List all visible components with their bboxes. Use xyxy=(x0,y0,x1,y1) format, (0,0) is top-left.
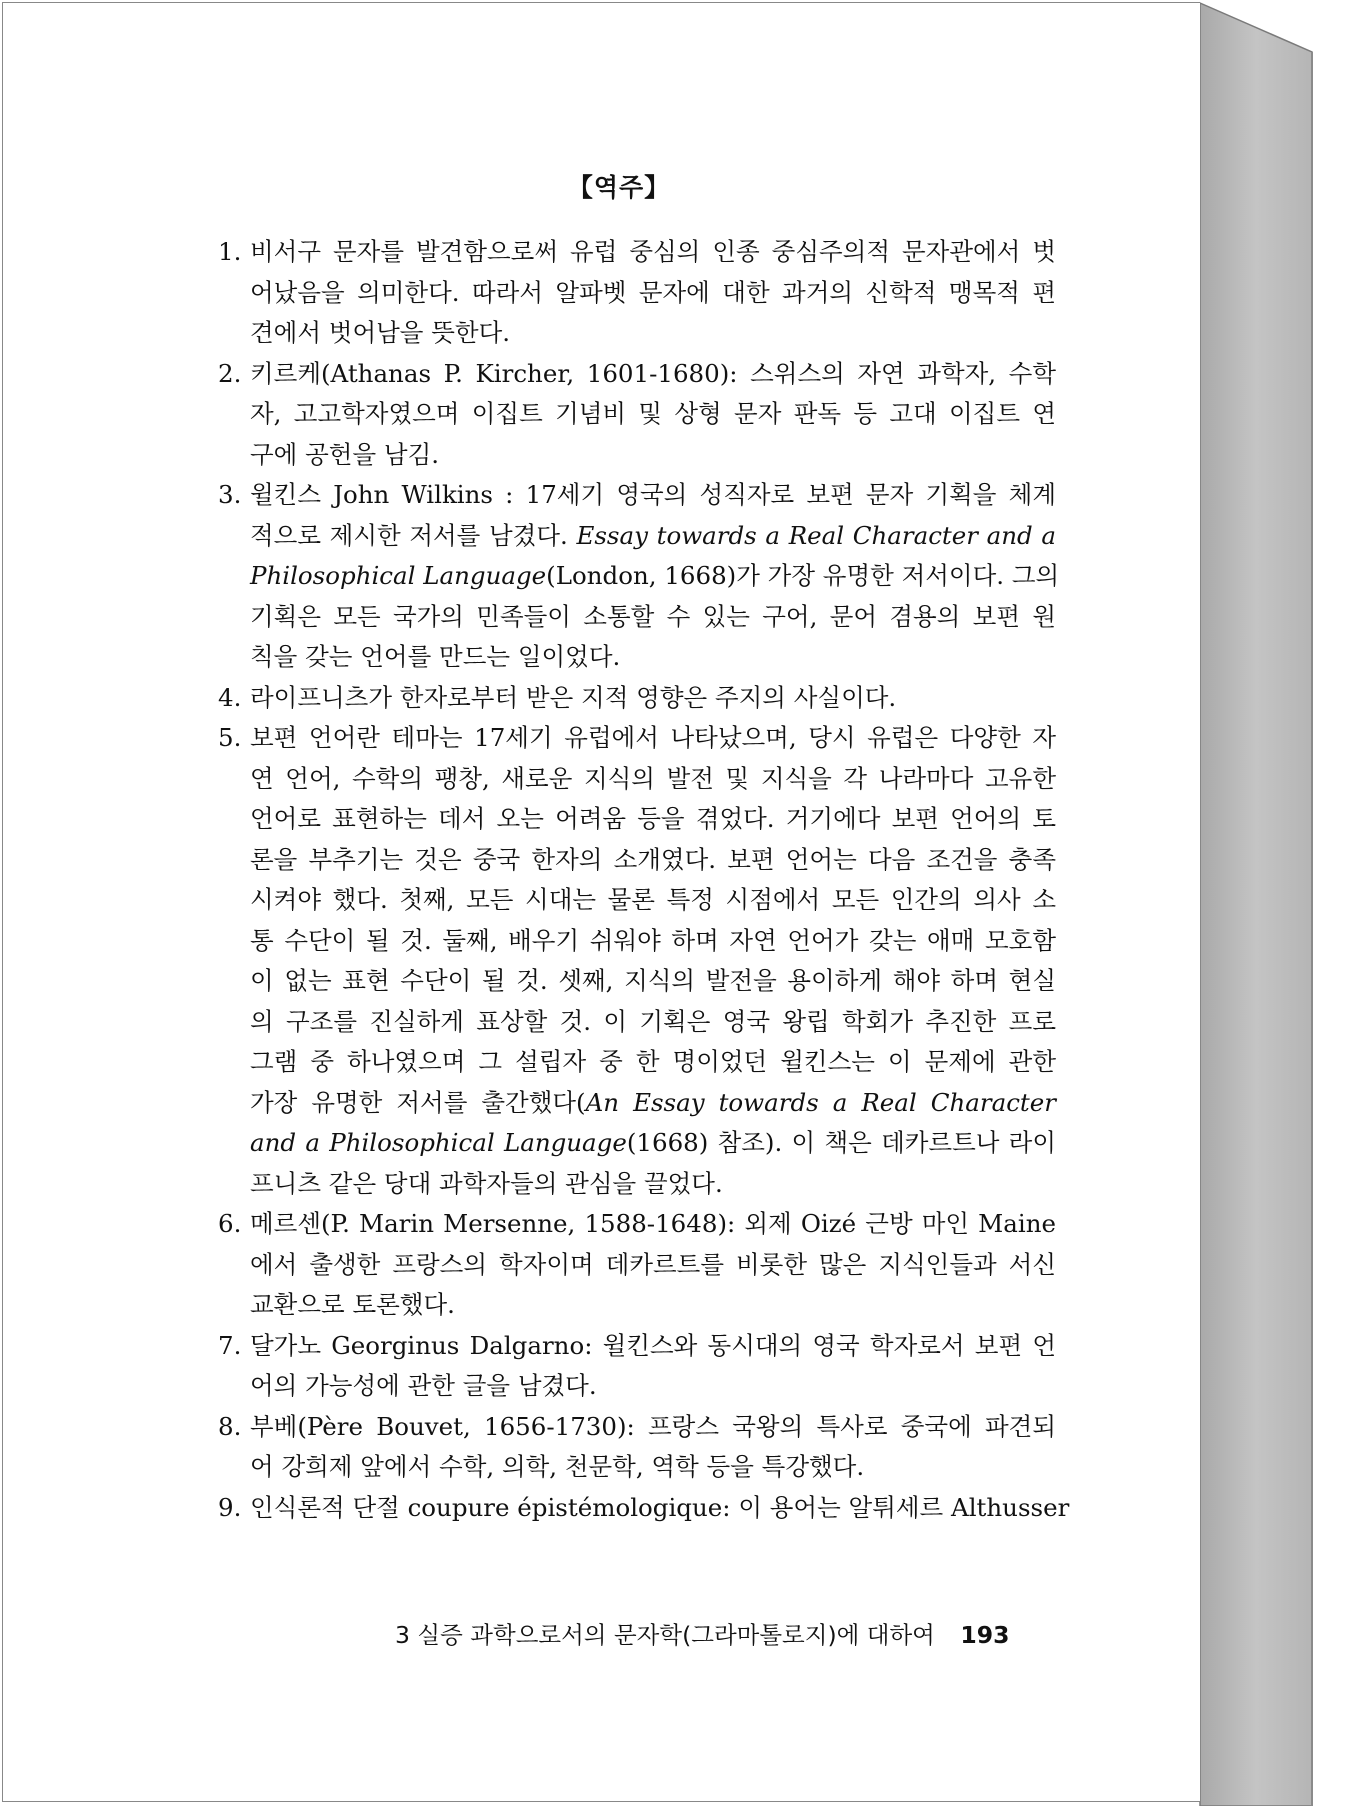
note-item xyxy=(218,1204,1056,1326)
note-line: 자, 고고학자였으며 이집트 기념비 및 상형 문자 판독 등 고대 이집트 연 xyxy=(250,399,1056,428)
note-line: 메르센(P. Marin Mersenne, 1588-1648): 외제 Oizé 근방 마인 Maine xyxy=(250,1209,1056,1238)
translator-notes-list xyxy=(218,232,1070,1528)
note-number: 5. xyxy=(218,723,242,752)
book-title-italic: An Essay towards a Real Character xyxy=(585,1087,1056,1117)
note-number: 4. xyxy=(218,682,242,712)
book-title-italic: Essay towards a Real Character and a xyxy=(576,520,1056,550)
note-line: 프니츠 같은 당대 과학자들의 관심을 끌었다. xyxy=(250,1168,723,1198)
note-line: 라이프니츠가 한자로부터 받은 지적 영향은 주지의 사실이다. xyxy=(250,682,897,712)
note-line: 구에 공헌을 남김. xyxy=(250,439,440,469)
note-line: 기획은 모든 국가의 민족들이 소통할 수 있는 구어, 문어 겸용의 보편 원 xyxy=(250,601,1056,631)
note-line: 보편 언어란 테마는 17세기 유럽에서 나타났으며, 당시 유럽은 다양한 자 xyxy=(250,723,1056,752)
note-line: 부베(Père Bouvet, 1656-1730): 프랑스 국왕의 특사로 중국에 파견되 xyxy=(250,1411,1056,1441)
note-item xyxy=(218,1488,1070,1529)
note-line: 연 언어, 수학의 팽창, 새로운 지식의 발전 및 지식을 각 나라마다 고유한 xyxy=(250,763,1056,793)
note-line: 통 수단이 될 것. 둘째, 배우기 쉬워야 하며 자연 언어가 갖는 애매 모호함 xyxy=(250,925,1056,955)
page-number: 193 xyxy=(960,1621,1010,1649)
note-number: 1. xyxy=(218,237,242,266)
page-footer xyxy=(395,1616,1009,1650)
note-line: 교환으로 토론했다. xyxy=(250,1290,455,1319)
note-item xyxy=(218,1407,1056,1488)
note-line: 달가노 Georginus Dalgarno: 윌킨스와 동시대의 영국 학자로서 보편 언 xyxy=(250,1330,1056,1360)
note-line: 에서 출생한 프랑스의 학자이며 데카르트를 비롯한 많은 지식인들과 서신 xyxy=(250,1249,1056,1279)
note-line: 인식론적 단절 coupure épistémologique: 이 용어는 알튀세르 Althusser xyxy=(250,1492,1070,1522)
note-line: 키르케(Athanas P. Kircher, 1601-1680): 스위스의 자연 과학자, 수학 xyxy=(250,358,1056,388)
note-item xyxy=(218,232,1056,354)
note-line: 견에서 벗어남을 뜻한다. xyxy=(250,318,511,347)
note-line: 어 강희제 앞에서 수학, 의학, 천문학, 역학 등을 특강했다. xyxy=(250,1452,865,1481)
note-number: 7. xyxy=(218,1330,242,1360)
note-item xyxy=(218,475,1060,678)
note-number: 6. xyxy=(218,1209,242,1238)
note-line: 어의 가능성에 관한 글을 남겼다. xyxy=(250,1371,597,1400)
note-line: 의 구조를 진실하게 표상할 것. 이 기획은 영국 왕립 학회가 추진한 프로 xyxy=(250,1006,1056,1036)
note-item xyxy=(218,718,1056,1204)
note-line: 비서구 문자를 발견함으로써 유럽 중심의 인종 중심주의적 문자관에서 벗 xyxy=(250,237,1056,266)
note-line: Philosophical Language(London, 1668)가 가장 유명한 저서이다. 그의 xyxy=(250,561,1060,590)
note-line: 가장 유명한 저서를 출간했다(An Essay towards a Real Character xyxy=(250,1087,1056,1117)
running-title: 3 실증 과학으로서의 문자학(그라마톨로지)에 대하여 xyxy=(395,1621,935,1649)
note-line: 어났음을 의미한다. 따라서 알파벳 문자에 대한 과거의 신학적 맹목적 편 xyxy=(250,277,1056,307)
note-number: 8. xyxy=(218,1411,242,1441)
note-line: 시켜야 했다. 첫째, 모든 시대는 물론 특정 시점에서 모든 인간의 의사 소 xyxy=(250,885,1056,914)
section-heading: 【역주】 xyxy=(567,173,671,202)
note-line: 언어로 표현하는 데서 오는 어려움 등을 겪었다. 거기에다 보편 언어의 토 xyxy=(250,804,1056,833)
note-item xyxy=(218,354,1056,476)
note-line: 칙을 갖는 언어를 만드는 일이었다. xyxy=(250,642,621,671)
note-line: 론을 부추기는 것은 중국 한자의 소개였다. 보편 언어는 다음 조건을 충족 xyxy=(250,844,1056,874)
note-line: 윌킨스 John Wilkins : 17세기 영국의 성직자로 보편 문자 기획을 체계 xyxy=(250,480,1056,509)
book-title-italic: Philosophical Language xyxy=(250,561,547,590)
book-title-italic: and a Philosophical Language xyxy=(250,1128,627,1157)
note-item xyxy=(218,678,1056,719)
note-item xyxy=(218,1326,1056,1407)
note-line: 적으로 제시한 저서를 남겼다. Essay towards a Real Character and a xyxy=(250,520,1056,550)
note-number: 2. xyxy=(218,358,242,388)
note-line: 그램 중 하나였으며 그 설립자 중 한 명이었던 윌킨스는 이 문제에 관한 xyxy=(250,1047,1056,1076)
note-line: and a Philosophical Language(1668) 참조). 이 책은 데카르트나 라이 xyxy=(250,1128,1056,1157)
note-number: 9. xyxy=(218,1492,242,1522)
note-number: 3. xyxy=(218,480,242,509)
note-line: 이 없는 표현 수단이 될 것. 셋째, 지식의 발전을 용이하게 해야 하며 현실 xyxy=(250,966,1056,995)
